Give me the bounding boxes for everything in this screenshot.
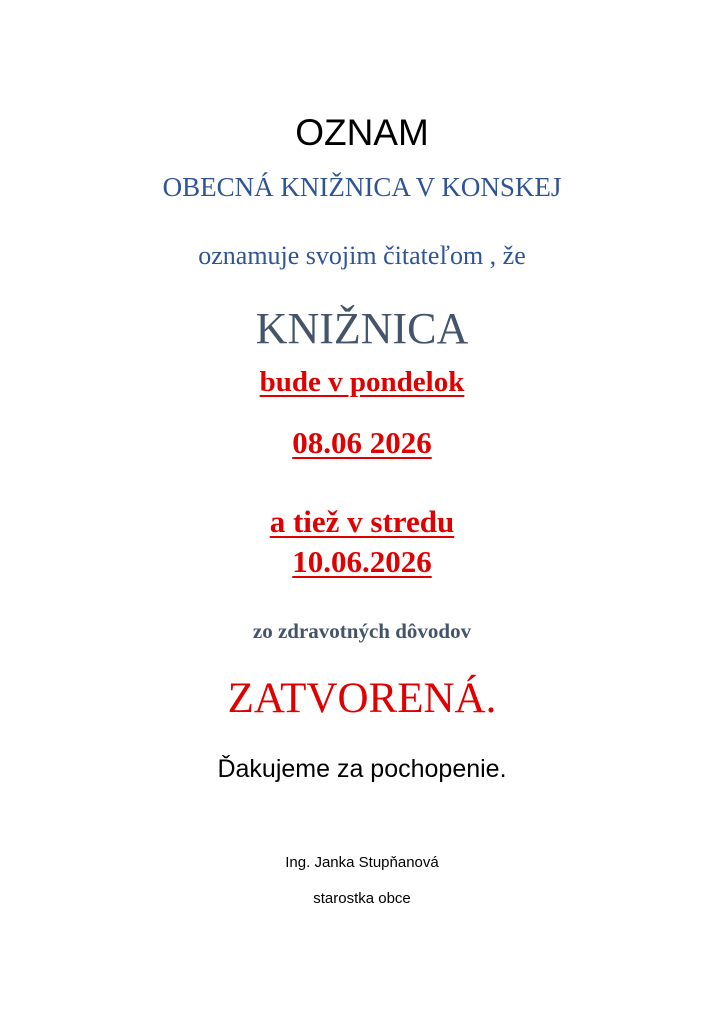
announcement-text: oznamuje svojim čitateľom , že: [198, 241, 526, 270]
closure-date-1: 08.06 2026: [292, 425, 432, 460]
wednesday-line: a tiež v stredu: [269, 504, 455, 539]
monday-line-wrapper: [0, 368, 724, 397]
reason-text: zo zdravotných dôvodov: [252, 619, 472, 643]
date-2-wrapper: [0, 546, 724, 577]
thanks-text: Ďakujeme za pochopenie.: [217, 755, 507, 783]
library-heading: KNIŽNICA: [255, 304, 469, 353]
closure-date-2: 10.06.2026: [292, 544, 432, 579]
signer-role: starostka obce: [313, 890, 411, 907]
library-name: OBECNÁ KNIŽNICA V KONSKEJ: [162, 172, 562, 202]
wednesday-line-wrapper: [0, 506, 724, 537]
monday-line: bude v pondelok: [259, 366, 465, 398]
notice-title: OZNAM: [295, 112, 429, 153]
signer-name: Ing. Janka Stupňanová: [285, 854, 439, 871]
closed-text: ZATVORENÁ.: [227, 675, 497, 722]
date-1-wrapper: [0, 427, 724, 458]
